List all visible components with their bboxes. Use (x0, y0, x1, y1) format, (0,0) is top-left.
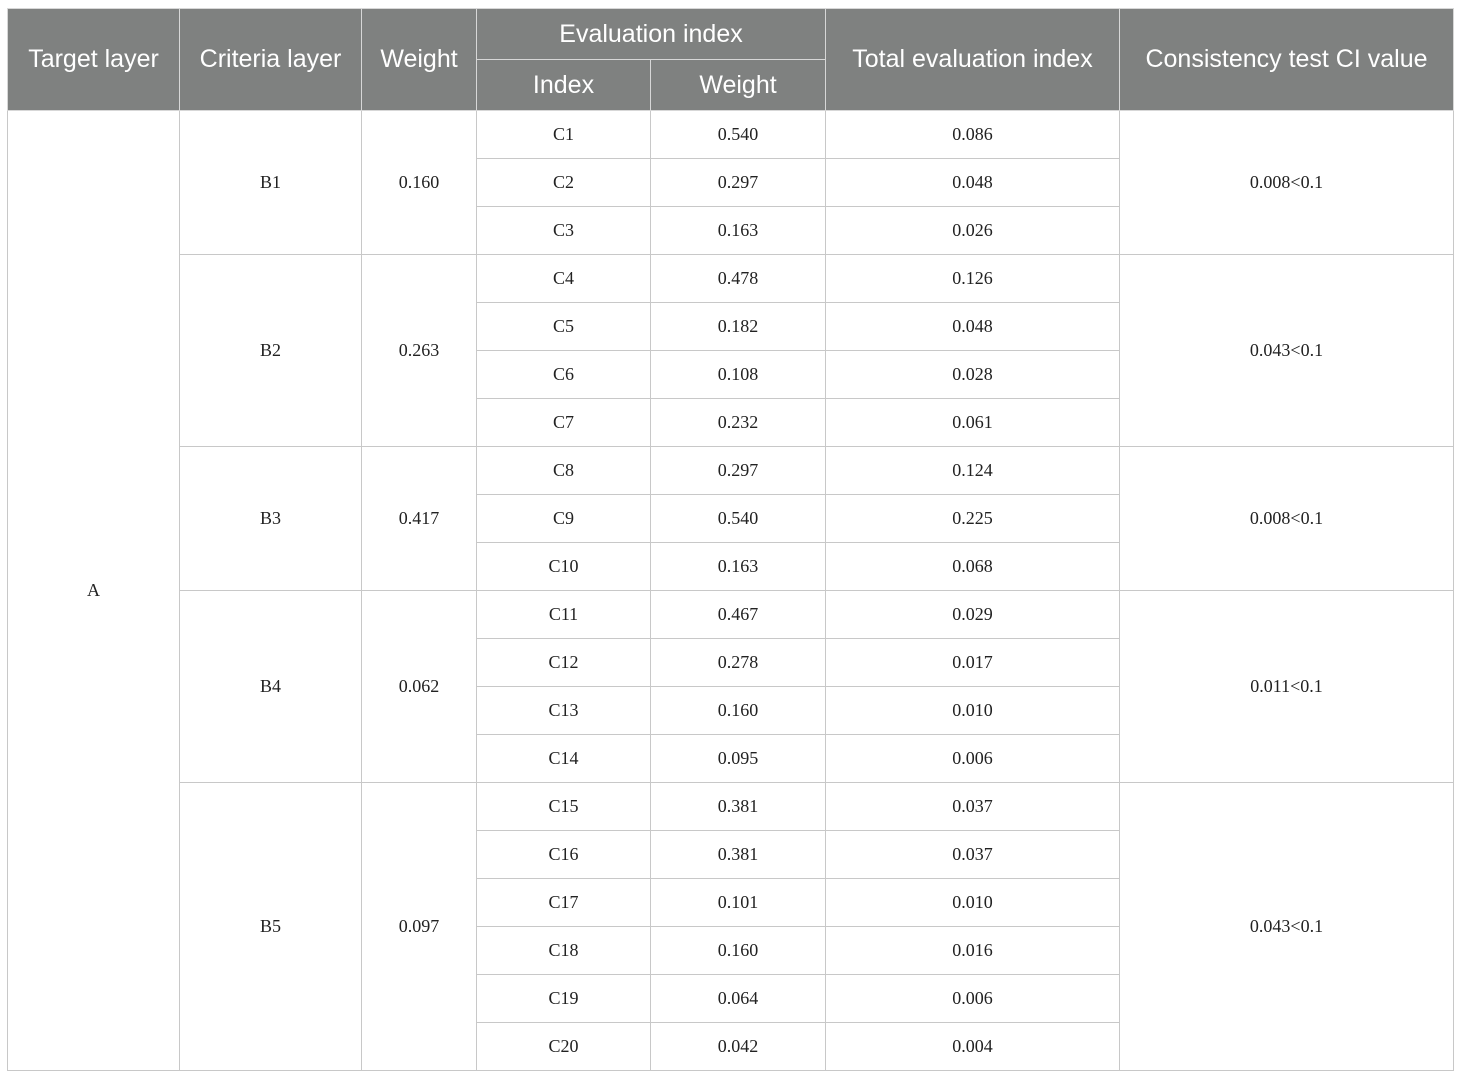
index-cell: C18 (477, 927, 651, 975)
header-row (8, 9, 1454, 60)
index-cell: C13 (477, 687, 651, 735)
index-cell: C9 (477, 495, 651, 543)
total-evaluation-cell: 0.037 (826, 831, 1120, 879)
total-evaluation-cell: 0.124 (826, 447, 1120, 495)
index-cell: C5 (477, 303, 651, 351)
index-cell: C16 (477, 831, 651, 879)
evaluation-table (7, 8, 1454, 1071)
index-cell: C11 (477, 591, 651, 639)
index-weight-cell: 0.108 (651, 351, 826, 399)
criteria-weight-cell: 0.097 (362, 783, 477, 1071)
index-weight-cell: 0.232 (651, 399, 826, 447)
total-evaluation-cell: 0.017 (826, 639, 1120, 687)
index-cell: C3 (477, 207, 651, 255)
total-evaluation-cell: 0.048 (826, 159, 1120, 207)
index-cell: C19 (477, 975, 651, 1023)
consistency-ci-cell: 0.011<0.1 (1120, 591, 1454, 783)
table-row (8, 111, 1454, 159)
target-layer-cell: A (8, 111, 180, 1071)
index-weight-cell: 0.540 (651, 495, 826, 543)
index-weight-cell: 0.163 (651, 543, 826, 591)
criteria-layer-cell: B1 (180, 111, 362, 255)
total-evaluation-cell: 0.029 (826, 591, 1120, 639)
header-weight: Weight (362, 9, 477, 111)
total-evaluation-cell: 0.006 (826, 735, 1120, 783)
index-cell: C14 (477, 735, 651, 783)
total-evaluation-cell: 0.016 (826, 927, 1120, 975)
index-weight-cell: 0.540 (651, 111, 826, 159)
total-evaluation-cell: 0.037 (826, 783, 1120, 831)
consistency-ci-cell: 0.008<0.1 (1120, 447, 1454, 591)
criteria-layer-cell: B3 (180, 447, 362, 591)
table-row (8, 447, 1454, 495)
total-evaluation-cell: 0.004 (826, 1023, 1120, 1071)
table-header (8, 9, 1454, 111)
index-weight-cell: 0.101 (651, 879, 826, 927)
index-cell: C2 (477, 159, 651, 207)
index-weight-cell: 0.478 (651, 255, 826, 303)
index-cell: C17 (477, 879, 651, 927)
header-index: Index (477, 60, 651, 111)
index-weight-cell: 0.042 (651, 1023, 826, 1071)
consistency-ci-cell: 0.008<0.1 (1120, 111, 1454, 255)
header-evaluation-index: Evaluation index (477, 9, 826, 60)
criteria-weight-cell: 0.062 (362, 591, 477, 783)
index-cell: C6 (477, 351, 651, 399)
total-evaluation-cell: 0.126 (826, 255, 1120, 303)
total-evaluation-cell: 0.006 (826, 975, 1120, 1023)
consistency-ci-cell: 0.043<0.1 (1120, 783, 1454, 1071)
index-cell: C8 (477, 447, 651, 495)
table-row (8, 255, 1454, 303)
index-weight-cell: 0.467 (651, 591, 826, 639)
index-weight-cell: 0.381 (651, 783, 826, 831)
header-criteria-layer: Criteria layer (180, 9, 362, 111)
index-weight-cell: 0.297 (651, 447, 826, 495)
total-evaluation-cell: 0.026 (826, 207, 1120, 255)
index-weight-cell: 0.160 (651, 927, 826, 975)
table-row (8, 591, 1454, 639)
total-evaluation-cell: 0.068 (826, 543, 1120, 591)
criteria-weight-cell: 0.417 (362, 447, 477, 591)
index-weight-cell: 0.182 (651, 303, 826, 351)
index-cell: C1 (477, 111, 651, 159)
index-weight-cell: 0.095 (651, 735, 826, 783)
criteria-layer-cell: B2 (180, 255, 362, 447)
total-evaluation-cell: 0.010 (826, 879, 1120, 927)
total-evaluation-cell: 0.086 (826, 111, 1120, 159)
index-weight-cell: 0.163 (651, 207, 826, 255)
total-evaluation-cell: 0.061 (826, 399, 1120, 447)
header-target-layer: Target layer (8, 9, 180, 111)
index-weight-cell: 0.381 (651, 831, 826, 879)
index-cell: C4 (477, 255, 651, 303)
header-index-weight: Weight (651, 60, 826, 111)
index-cell: C12 (477, 639, 651, 687)
consistency-ci-cell: 0.043<0.1 (1120, 255, 1454, 447)
header-total-evaluation-index: Total evaluation index (826, 9, 1120, 111)
criteria-layer-cell: B5 (180, 783, 362, 1071)
index-weight-cell: 0.160 (651, 687, 826, 735)
total-evaluation-cell: 0.225 (826, 495, 1120, 543)
index-weight-cell: 0.297 (651, 159, 826, 207)
criteria-weight-cell: 0.160 (362, 111, 477, 255)
total-evaluation-cell: 0.048 (826, 303, 1120, 351)
index-cell: C15 (477, 783, 651, 831)
total-evaluation-cell: 0.028 (826, 351, 1120, 399)
total-evaluation-cell: 0.010 (826, 687, 1120, 735)
table-row (8, 783, 1454, 831)
index-cell: C7 (477, 399, 651, 447)
index-cell: C20 (477, 1023, 651, 1071)
header-consistency-ci: Consistency test CI value (1120, 9, 1454, 111)
index-weight-cell: 0.278 (651, 639, 826, 687)
criteria-weight-cell: 0.263 (362, 255, 477, 447)
criteria-layer-cell: B4 (180, 591, 362, 783)
table-body (8, 111, 1454, 1071)
index-cell: C10 (477, 543, 651, 591)
index-weight-cell: 0.064 (651, 975, 826, 1023)
